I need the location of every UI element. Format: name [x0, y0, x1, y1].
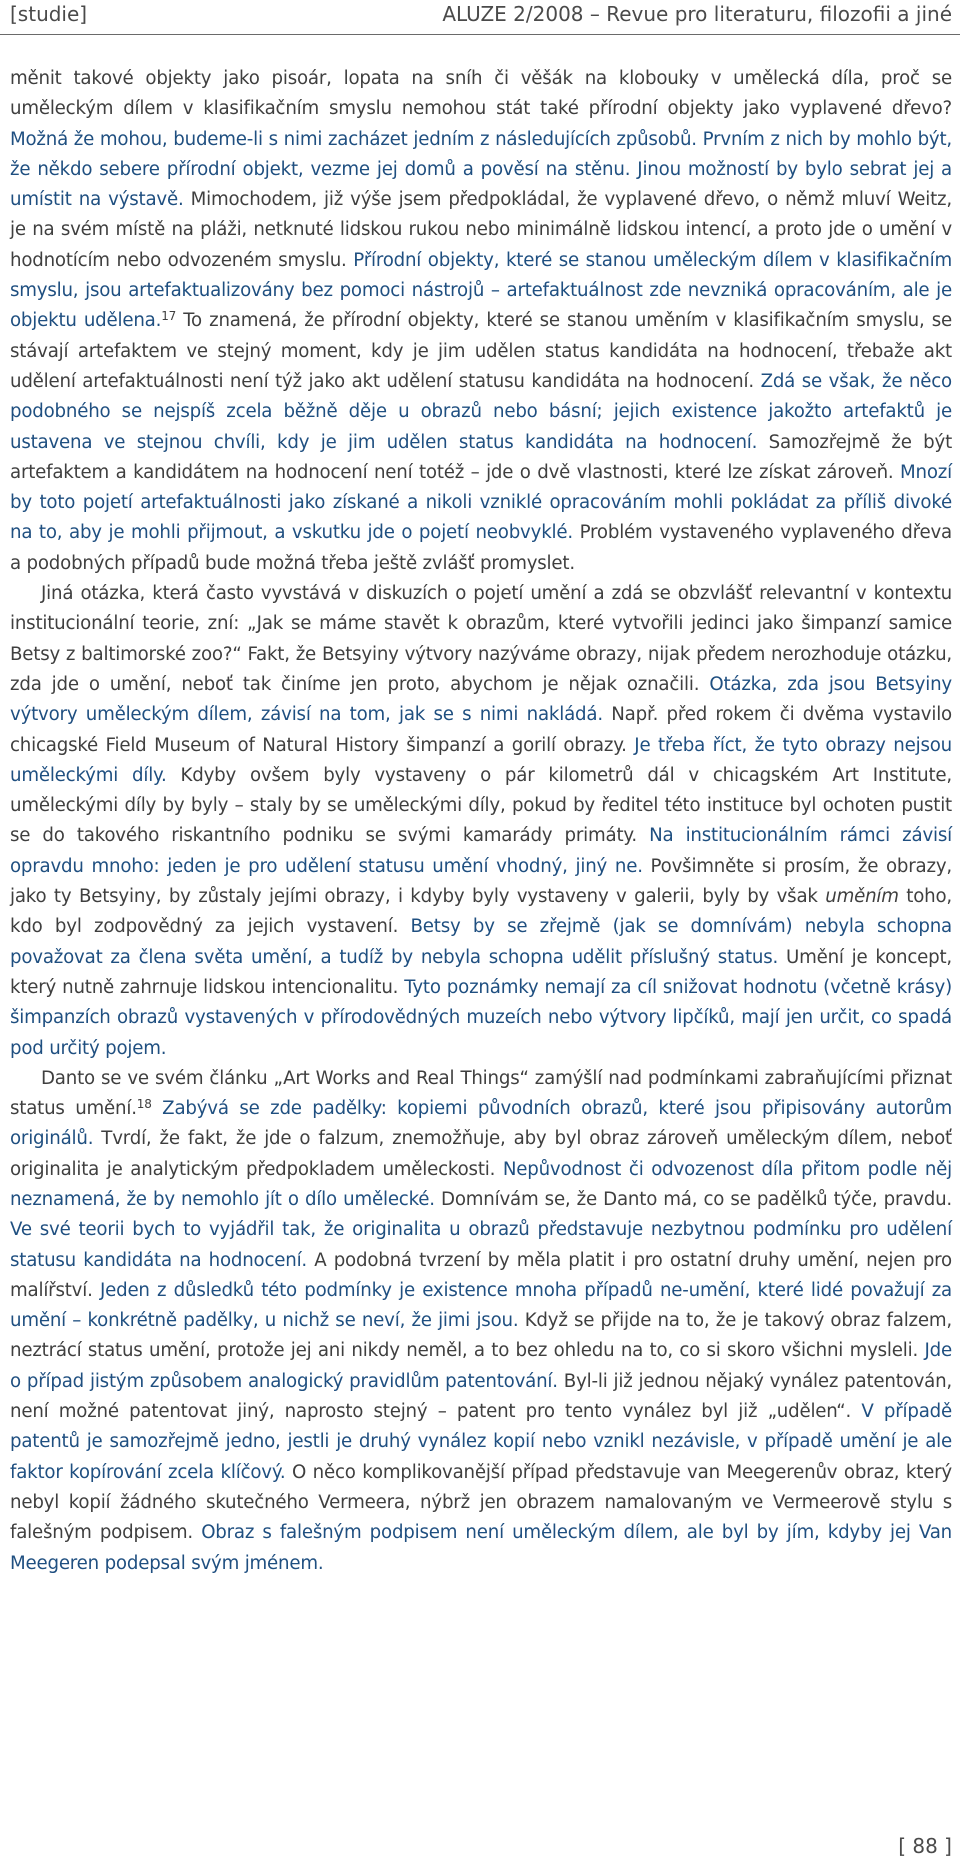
- sentence: toho, kdo byl zodpovědný za jejich vystavení.: [10, 886, 952, 938]
- sentence: Fakt, že Betsyiny výtvory nazýváme obrazy, nijak předem nerozhoduje otázku, zda jde o umění, neboť tak činíme jen proto, abychom je nějak označili.: [10, 643, 952, 695]
- sentence: Zabývá se zde padělky: kopiemi původních obrazů, které jsou připisovány autorům originálů.: [10, 1098, 952, 1150]
- paragraph-3: [10, 1064, 952, 1579]
- sentence: Přírodní objekty, které se stanou uměleckým dílem v klasifikačním smyslu, jsou artefaktualizovány bez pomoci nástrojů – artefaktuálnost zde nevzniká opracováním, ale je objektu udělena.: [10, 249, 952, 332]
- sentence: Je třeba říct, že tyto obrazy nejsou uměleckými díly.: [10, 734, 952, 786]
- article-body: [10, 64, 952, 1579]
- paragraph-1: [10, 64, 952, 579]
- sentence: Jinou možností by bylo sebrat jej a umístit na výstavě.: [10, 158, 952, 211]
- header-divider: [0, 34, 960, 35]
- sentence: Povšimněte si prosím, že obrazy, jako ty Betsyiny, by zůstaly jejími obrazy, i kdyby byly vystaveny v galerii, byly by však: [10, 855, 952, 908]
- sentence: O něco komplikovanější případ představuje van Meegerenův obraz, který nebyl kopií žádného skutečného Vermeera, nýbrž jen obrazem namalovaným ve Vermeerově stylu s falešným podpisem.: [10, 1461, 952, 1544]
- sentence: Zdá se však, že něco podobného se nejspíš zcela běžně děje u obrazů nebo básní; jejich existence jakožto artefaktů je ustavena ve stejnou chvíli, kdy je jim udělen status kandidáta na hodnocení.: [10, 370, 952, 453]
- emphasis: uměním: [825, 886, 899, 908]
- sentence: Umění je koncept, který nutně zahrnuje lidskou intencionalitu.: [10, 946, 952, 998]
- sentence: Jeden z důsledků této podmínky je existence mnoha případů ne-umění, které lidé považují za umění – konkrétně padělky, u nichž se neví, že jimi jsou.: [10, 1279, 952, 1332]
- journal-title: ALUZE 2/2008 – Revue pro literaturu, filozofii a jiné: [442, 2, 952, 26]
- sentence: Betsy by se zřejmě (jak se domnívám) nebyla schopna považovat za člena světa umění, a tudíž by nebyla schopna udělit příslušný status.: [10, 916, 952, 968]
- sentence: A podobná tvrzení by měla platit i pro ostatní druhy umění, nejen pro malířství.: [10, 1249, 952, 1301]
- running-header: [0, 0, 960, 34]
- sentence: Danto se ve svém článku „Art Works and Real Things“ zamýšlí nad podmínkami zabraňujícími přiznat status umění.: [10, 1067, 952, 1120]
- sentence: Domnívám se, že Danto má, co se padělků týče, pravdu.: [434, 1188, 952, 1210]
- footnote-ref-18: 18: [136, 1097, 152, 1112]
- sentence: Tyto poznámky nemají za cíl snižovat hodnotu (včetně krásy) šimpanzích obrazů vystavených v přírodovědných muzeích nebo výtvory lipčíků, mají jen určit, co spadá pod určitý pojem.: [10, 976, 952, 1059]
- sentence: To znamená, že přírodní objekty, které se stanou uměním v klasifikačním smyslu, se stávají artefaktem ve stejný moment, kdy je jim udělen status kandidáta na hodnocení, třebaže akt udělení artefaktuálnosti není týž jako akt udělení statusu kandidáta na hodnocení.: [10, 310, 952, 392]
- sentence: Mnozí by toto pojetí artefaktuálnosti jako získané a nikoli vzniklé opracováním mohli pokládat za příliš divoké na to, aby je mohli přijmout, a vskutku jde o pojetí neobvyklé.: [10, 461, 952, 544]
- sentence: Prvním z nich by mohlo být, že někdo sebere přírodní objekt, vezme jej domů a pověsí na stěnu.: [10, 128, 952, 180]
- sentence: Byl-li již jednou nějaký vynález patentován, není možné patentovat jiný, naprosto stejný – patent pro tento vynález byl již „udělen“.: [10, 1370, 952, 1423]
- paragraph-2: [10, 579, 952, 1064]
- sentence: Na institucionálním rámci závisí opravdu mnoho: jeden je pro udělení statusu umění vhodný, jiný ne.: [10, 825, 952, 877]
- sentence: Mimochodem, již výše jsem předpokládal, že vyplavené dřevo, o němž mluví Weitz, je na svém místě na pláži, netknuté lidskou rukou nebo minimálně lidskou intencí, a proto jde o umění v hodnotícím nebo odvozeném smyslu.: [10, 189, 952, 271]
- sentence: Problém vystaveného vyplaveného dřeva a podobných případů bude možná třeba ještě zvlášť promyslet.: [10, 522, 952, 574]
- sentence: Jde o případ jistým způsobem analogický pravidlům patentování.: [10, 1340, 952, 1392]
- sentence: Samozřejmě že být artefaktem a kandidátem na hodnocení není totéž – jde o dvě vlastnosti, které lze získat zároveň.: [10, 431, 952, 483]
- section-label: [studie]: [10, 2, 88, 26]
- sentence: Možná že mohou, budeme-li s nimi zacházet jedním z následujících způsobů.: [10, 128, 697, 150]
- footnote-ref-17: 17: [161, 309, 177, 324]
- sentence: Když se přijde na to, že je takový obraz falzem, neztrácí status umění, protože jej ani nikdy neměl, a to bez ohledu na to, co si skoro všichni mysleli.: [10, 1310, 952, 1362]
- sentence: Např. před rokem či dvěma vystavilo chicagské Field Museum of Natural History šimpanzí a gorilí obrazy.: [10, 704, 952, 756]
- sentence: Nepůvodnost či odvozenost díla přitom podle něj neznamená, že by nemohlo jít o dílo umělecké.: [10, 1158, 952, 1210]
- sentence: Obraz s falešným podpisem není uměleckým dílem, ale byl by jím, kdyby jej Van Meegeren podepsal svým jménem.: [10, 1522, 953, 1574]
- sentence: Kdyby ovšem byly vystaveny o pár kilometrů dál v chicagském Art Institute, uměleckými díly by byly – staly by se uměleckými díly, pokud by ředitel této instituce byl ochoten pustit se do takového riskantního podniku se svými kamarády primáty.: [10, 764, 953, 847]
- sentence: Tvrdí, že fakt, že jde o falzum, znemožňuje, aby byl obraz zároveň uměleckým dílem, neboť originalita je analytickým předpokladem uměleckosti.: [10, 1128, 952, 1180]
- page-number: [ 88 ]: [898, 1834, 952, 1858]
- sentence: měnit takové objekty jako pisoár, lopata na sníh či věšák na klobouky v umělecká díla, proč se uměleckým dílem v klasifikačním smyslu nemohou stát také přírodní objekty jako vyplavené dřevo?: [10, 68, 952, 120]
- sentence: V případě patentů je samozřejmě jedno, jestli je druhý vynález kopií nebo vznikl nezávisle, v případě umění je ale faktor kopírování zcela klíčový.: [10, 1401, 952, 1483]
- sentence: Jiná otázka, která často vyvstává v diskuzích o pojetí umění a zdá se obzvlášť relevantní v kontextu institucionální teorie, zní: „Jak se máme stavět k obrazům, které vytvořili jedinci jako šimpanzí samice Betsy z baltimorské zoo?“: [10, 583, 952, 665]
- sentence: Otázka, zda jsou Betsyiny výtvory uměleckým dílem, závisí na tom, jak se s nimi nakládá.: [10, 673, 952, 726]
- sentence: Ve své teorii bych to vyjádřil tak, že originalita u obrazů představuje nezbytnou podmínku pro udělení statusu kandidáta na hodnocení.: [10, 1219, 952, 1271]
